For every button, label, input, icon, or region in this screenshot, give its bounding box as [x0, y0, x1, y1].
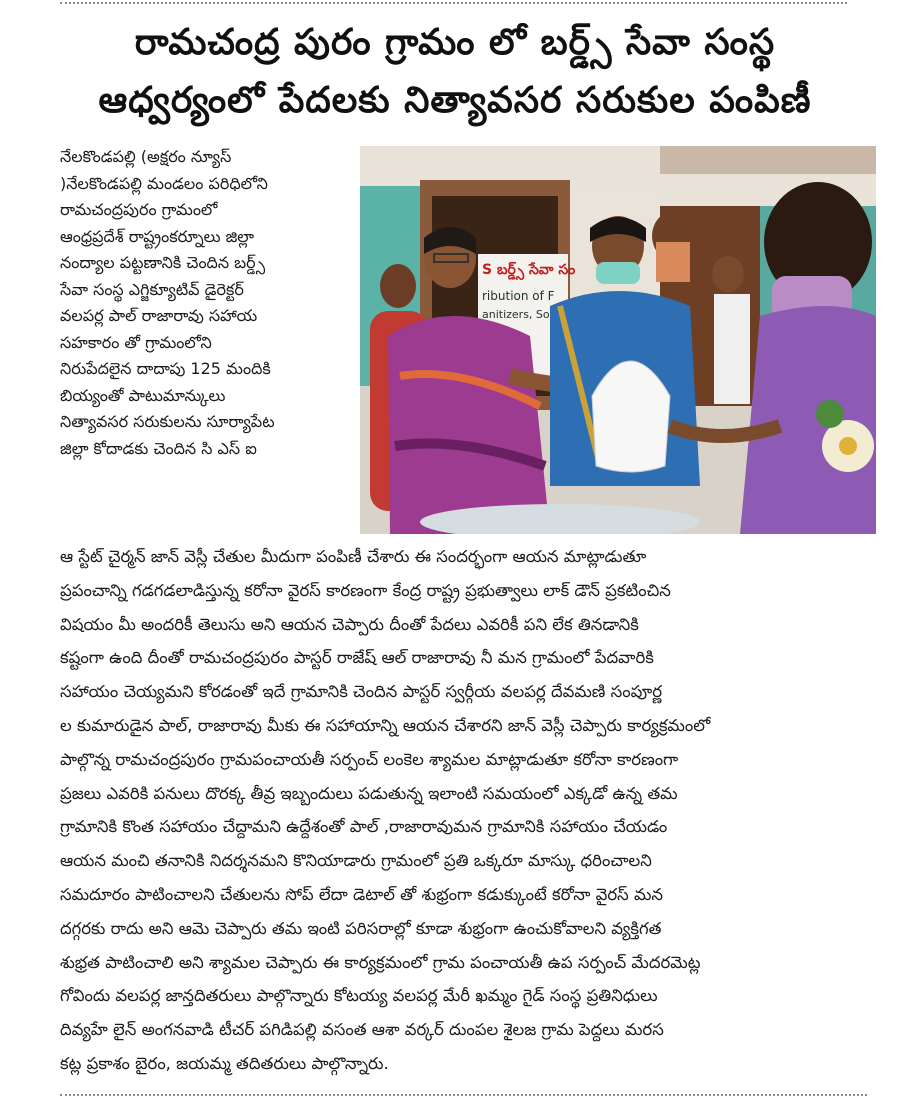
text-line: దివ్యహే లైన్ అంగనవాడి టీచర్ పగిడిపల్లి వసంత ఆశా వర్కర్ దుంపల శైలజ గ్రామ పెద్దలు మరస [60, 1020, 664, 1040]
text-line: జిల్లా కోదాడకు చెందిన సి ఎస్ ఐ [60, 438, 257, 458]
text-line: గ్రామానికి కొంత సహాయం చేద్దామని ఉద్దేశంతో పాల్ ,రాజారావుమన గ్రామానికి సహాయం చేయడం [60, 817, 668, 837]
banner-text-2: ribution of F [482, 289, 555, 303]
text-line: శుభ్రత పాటించాలి అని శ్యామల చెప్పారు ఈ కార్యక్రమంలో గ్రామ పంచాయతీ ఉప సర్పంచ్ మేదరమెట్ల [60, 952, 701, 972]
article-body [60, 540, 890, 1081]
text-line: )నేలకొండపల్లి మండలం పరిధిలోని [60, 173, 268, 193]
text-line: దగ్గరకు రాదు అని ఆమె చెప్పారు తమ ఇంటి పరిసరాల్లో కూడా శుభ్రంగా ఉంచుకోవాలని వ్యక్తిగత [60, 918, 662, 938]
banner-text-3: anitizers, So [482, 308, 550, 321]
text-line: సమదూరం పాటించాలని చేతులను సోప్ లేదా డెటాల్ తో శుభ్రంగా కడుక్కుంటే కరోనా వైరస్ మన [60, 884, 664, 904]
text-line: ప్రపంచాన్ని గడగడలాడిస్తున్న కరోనా వైరస్ కారణంగా కేంద్ర రాష్ట్ర ప్రభుత్వాలు లాక్ డౌన్ ప్రకటించిన [60, 580, 671, 600]
text-line: ఆ స్టేట్ చైర్మన్ జాన్ వెస్లీ చేతుల మీదుగా పంపిణీ చేశారు ఈ సందర్భంగా ఆయన మాట్లాడుతూ [60, 547, 647, 566]
text-line: రామచంద్రపురం గ్రామంలో [60, 200, 218, 219]
distribution-photo [360, 146, 876, 534]
text-line: నిరుపేదలైన దాదాపు 125 మందికి [60, 359, 271, 378]
text-line: విషయం మీ అందరికీ తెలుసు అని ఆయన చెప్పారు దీంతో పేదలు ఎవరికీ పని లేక తినడానికి [60, 614, 639, 634]
text-line: గోవిందు వలపర్ల జాన్తదితరులు పాల్గొన్నారు కోటయ్య వలపర్ల మేరీ ఖమ్మం గైడ్ సంస్థ ప్రతినిధులు [60, 986, 658, 1006]
headline-line-2: ఆధ్వర్యంలో పేదలకు నిత్యావసర సరుకుల పంపిణీ [98, 80, 812, 121]
top-dotted-rule [60, 2, 847, 4]
text-line: సహాయం చెయ్యమని కోరడంతో ఇదే గ్రామానికి చెందిన పాస్టర్ స్వర్గీయ వలపర్ల దేవమణి సంపూర్ణ [60, 682, 662, 702]
text-line: ప్రజలు ఎవరికి పనులు దొరక్క తీవ్ర ఇబ్బందులు పడుతున్న ఇలాంటి సమయంలో ఎక్కడో ఉన్న తమ [60, 783, 678, 803]
text-line: సహకారం తో గ్రామంలోని [60, 332, 212, 352]
text-line: నేలకొండపల్లి (అక్షరం న్యూస్ [60, 147, 232, 166]
bottom-dotted-rule [60, 1094, 867, 1096]
text-line: బియ్యంతో పాటుమాన్కులు [60, 385, 226, 405]
banner-text-1: S బర్డ్స్ సేవా సం [482, 262, 576, 278]
text-line: సేవా సంస్థ ఎగ్జిక్యూటివ్ డైరెక్టర్ [60, 279, 244, 299]
intro-column [60, 144, 352, 462]
text-line: నిత్యావసర సరుకులను సూర్యాపేట [60, 412, 275, 431]
distribution-photo-illustration [360, 146, 876, 534]
text-line: వలపర్ల పాల్ రాజారావు సహాయ [60, 306, 258, 325]
text-line: పాల్గొన్న రామచంద్రపురం గ్రామపంచాయతీ సర్పంచ్ లంకెల శ్యామల మాట్లాడుతూ కరోనా కారణంగా [60, 749, 679, 769]
text-line: ఆయన మంచి తనానికి నిదర్శనమని కొనియాడారు గ్రామంలో ప్రతి ఒక్కరూ మాస్కు ధరించాలని [60, 851, 652, 871]
text-line: నంద్యాల పట్టణానికి చెందిన బర్డ్స్ [60, 253, 266, 272]
headline-line-1: రామచంద్ర పురం గ్రామం లో బర్డ్స్ సేవా సంస్థ [134, 22, 776, 63]
headline [40, 14, 870, 130]
text-line: కష్టంగా ఉంది దీంతో రామచంద్రపురం పాస్టర్ రాజేష్ ఆల్ రాజారావు నీ మన గ్రామంలో పేదవారికి [60, 648, 654, 668]
text-line: కట్ల ప్రకాశం బైరం, జయమ్మ తదితరులు పాల్గొన్నారు. [60, 1053, 389, 1073]
text-line: ల కుమారుడైన పాల్, రాజారావు మీకు ఈ సహాయాన్ని ఆయన చేశారని జాన్ వెస్లీ చెప్పారు కార్యక్రమంలో [60, 715, 711, 735]
text-line: ఆంధ్రప్రదేశ్ రాష్ట్రంకర్నూలు జిల్లా [60, 226, 255, 246]
